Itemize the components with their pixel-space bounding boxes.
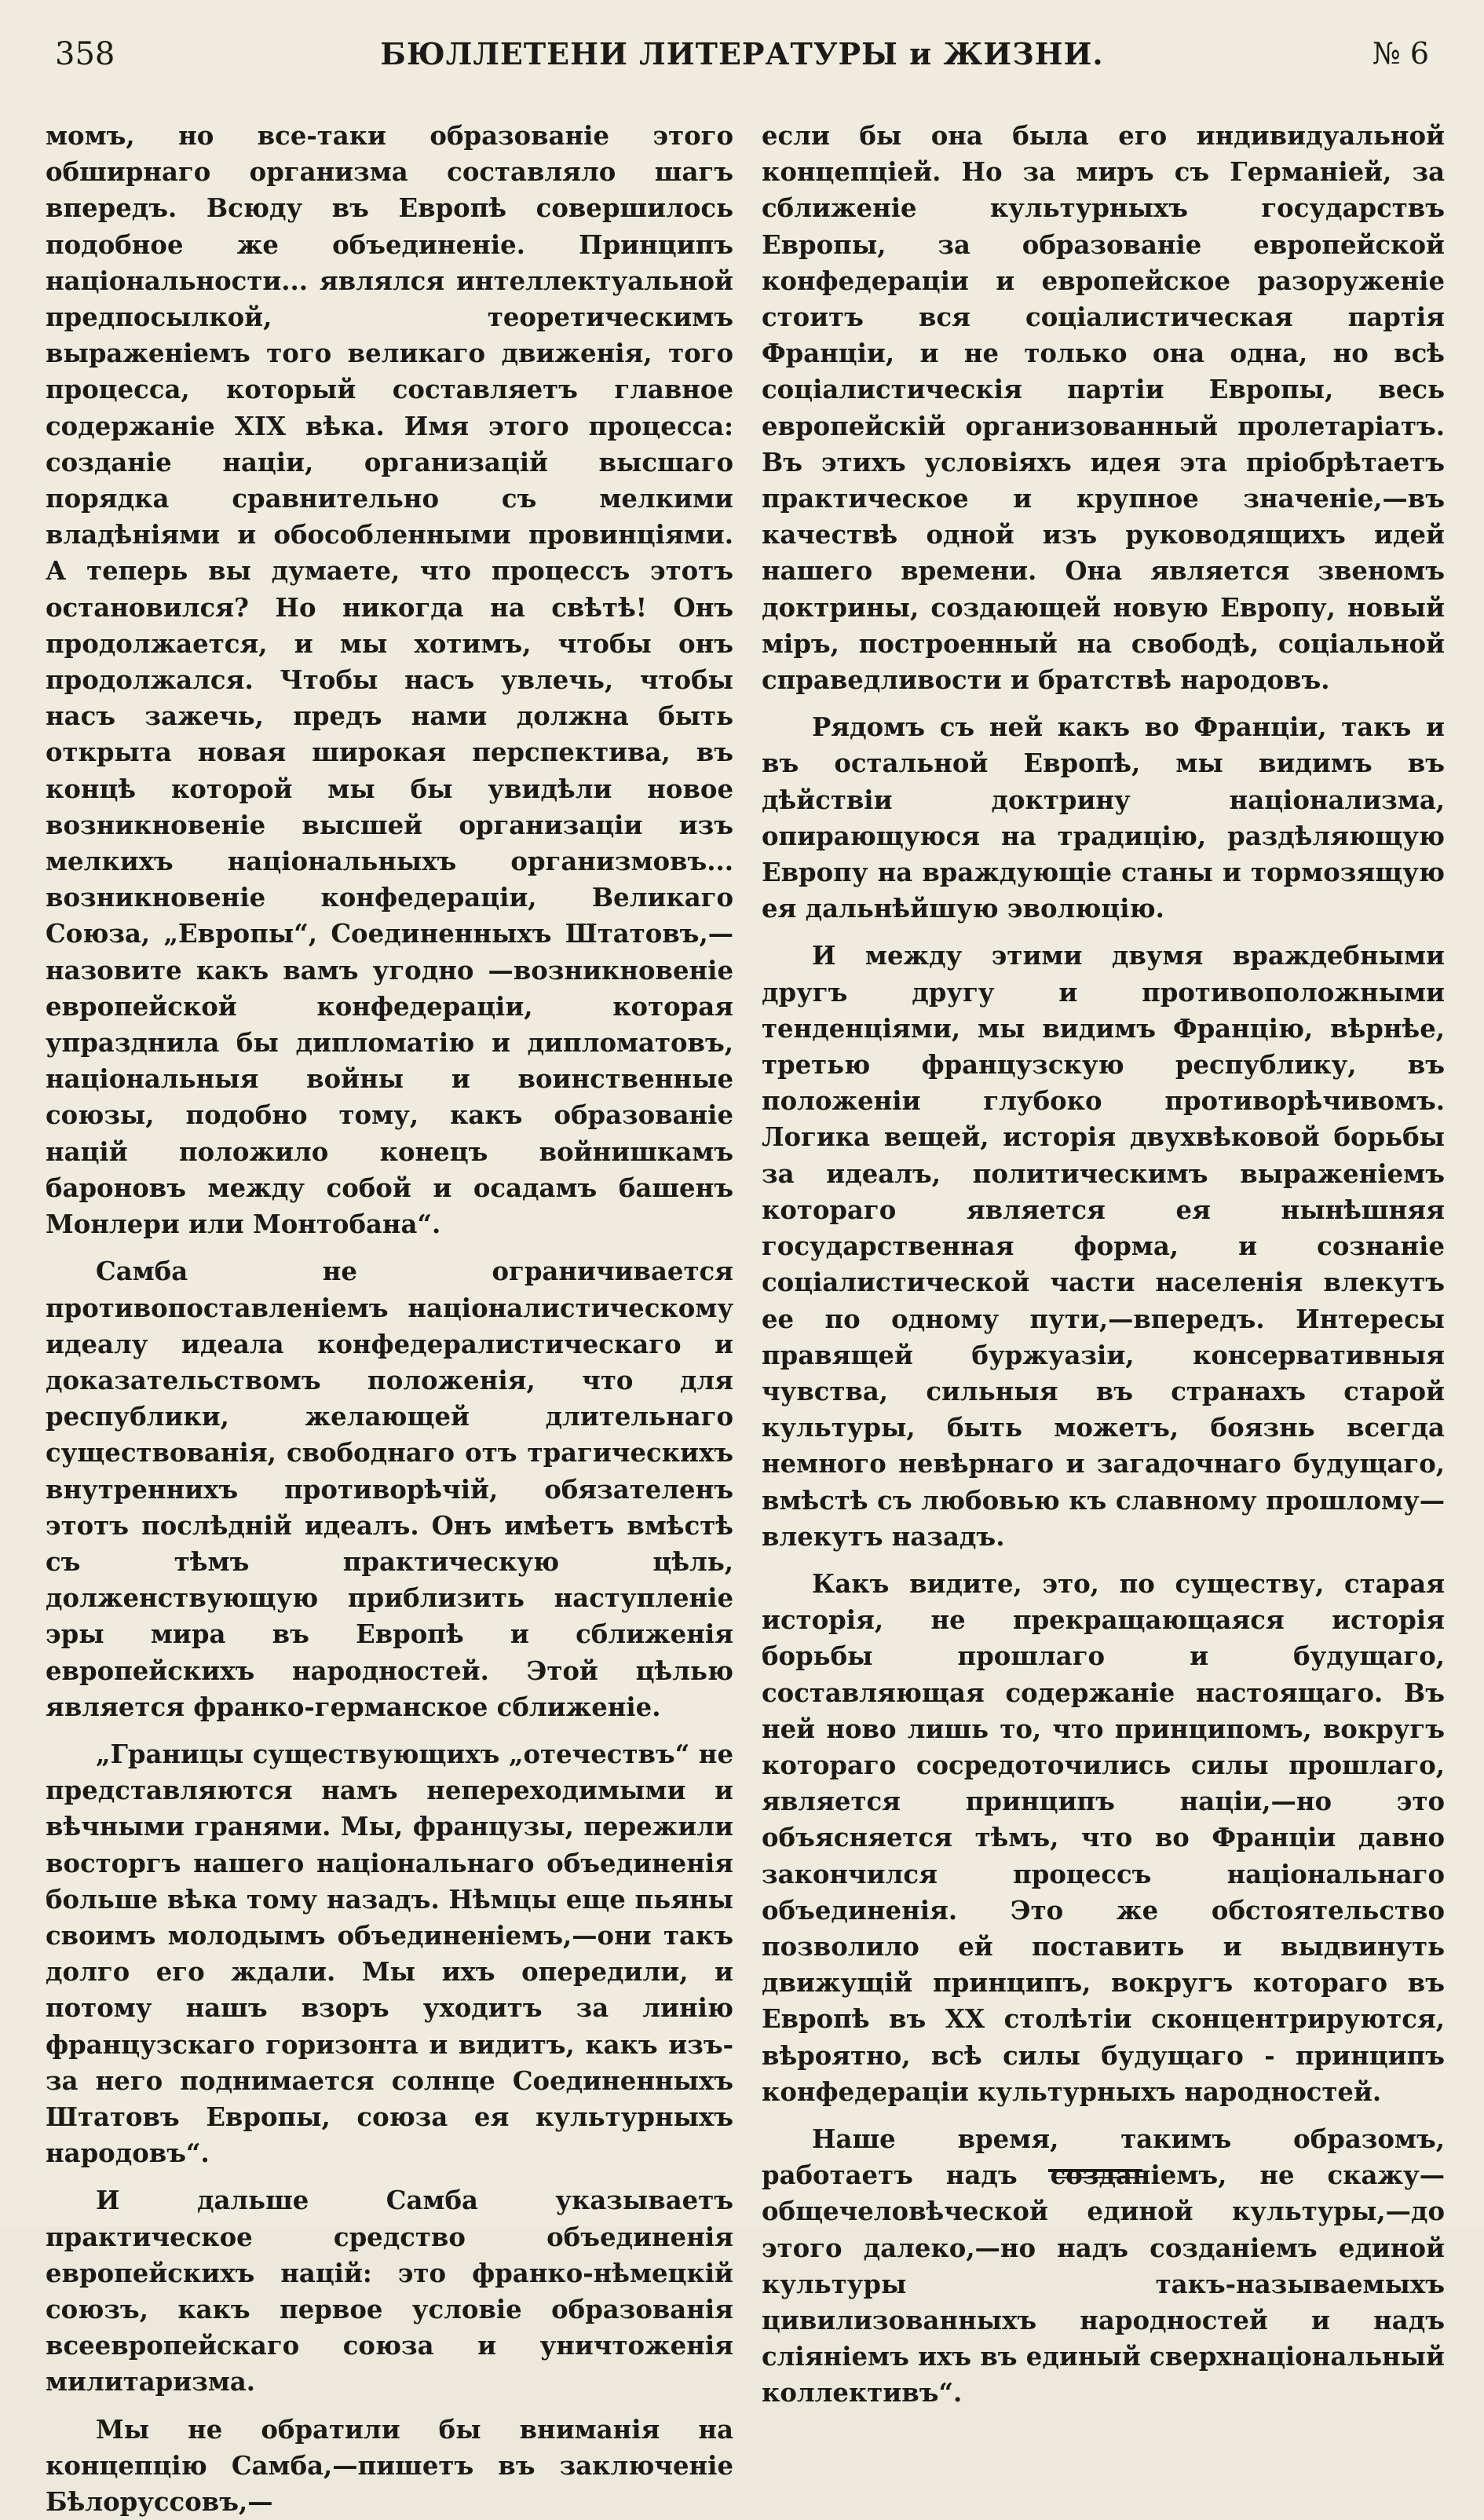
paragraph: „Границы существующихъ „отечествъ“ не представляются намъ непереходимыми и вѣчными гранями. Мы, французы, пережили восторгъ нашего національнаго объединенія больше вѣка тому назадъ. Нѣмцы еще пьяны своимъ молодымъ объединеніемъ,—они такъ долго его ждали. Мы ихъ опередили, и потому нашъ взоръ уходитъ за линію французскаго горизонта и видитъ, какъ изъ-за него поднимается солнце Соединенныхъ Штатовъ Европы, союза ея культурныхъ народовъ“. xyxy=(46,1739,733,2169)
paragraph: И между этими двумя враждебными другъ другу и противоположными тенденціями, мы видимъ Францію, вѣрнѣе, третью французскую республику, въ положеніи глубоко противорѣчивомъ. Логика вещей, исторія двухвѣковой борьбы за идеалъ, политическимъ выраженіемъ котораго является ея нынѣшняя государственная форма, и сознаніе соціалистической части населенія влекутъ ее по одному пути,—впередъ. Интересы правящей буржуазіи, консервативныя чувства, сильныя въ странахъ старой культуры, быть можетъ, боязнь всегда немного невѣрнаго и загадочнаго будущаго, вмѣстѣ съ любовью къ славному прошлому—влекутъ назадъ. xyxy=(762,941,1445,1552)
paragraph: если бы она была его индивидуальной концепціей. Но за миръ съ Германіей, за сближеніе культурныхъ государствъ Европы, за образованіе европейской конфедераціи и европейское разоруженіе стоитъ вся соціалистическая партія Франціи, и не только она одна, но всѣ соціалистическія партіи Европы, весь европейскій организованный пролетаріатъ. Въ этихъ условіяхъ идея эта пріобрѣтаетъ практическое и крупное значеніе,—въ качествѣ одной изъ руководящихъ идей нашего времени. Она является звеномъ доктрины, создающей новую Европу, новый міръ, построенный на свободѣ, соціальной справедливости и братствѣ народовъ. xyxy=(762,121,1445,696)
section-end-rule xyxy=(1048,2169,1142,2172)
paragraph: Самба не ограничивается противопоставленіемъ націоналистическому идеалу идеала конфедералистическаго и доказательствомъ положенія, что для республики, желающей длительнаго существованія, свободнаго отъ трагическихъ внутреннихъ противорѣчій, обязателенъ этотъ послѣдній идеалъ. Онъ имѣетъ вмѣстѣ съ тѣмъ практическую цѣль, долженствующую приблизить наступленіе эры мира въ Европѣ и сближенія европейскихъ народностей. Этой цѣлью является франко-германское сближеніе. xyxy=(46,1256,733,1722)
page-header xyxy=(55,36,1429,83)
paragraph: Мы не обратили бы вниманія на концепцію Самба,—пишетъ въ заключеніе Бѣлоруссовъ,— xyxy=(46,2414,733,2517)
running-title: БЮЛЛЕТЕНИ ЛИТЕРАТУРЫ и ЖИЗНИ. xyxy=(380,36,1104,71)
paragraph: И дальше Самба указываетъ практическое средство объединенія европейскихъ націй: это франко-нѣмецкій союзъ, какъ первое условіе образованія всеевропейскаго союза и уничтоженія милитаризма. xyxy=(46,2185,733,2397)
right-column xyxy=(762,118,1445,2412)
paragraph: момъ, но все-таки образованіе этого обширнаго организма составляло шагъ впередъ. Всюду въ Европѣ совершилось подобное же объединеніе. Принципъ національности... являлся интеллектуальной предпосылкой, теоретическимъ выраженіемъ того великаго движенія, того процесса, который составляетъ главное содержаніе XIX вѣка. Имя этого процесса: созданіе націи, организацій высшаго порядка сравнительно съ мелкими владѣніями и обособленными провинціями. А теперь вы думаете, что процессъ этотъ остановился? Но никогда на свѣтѣ! Онъ продолжается, и мы хотимъ, чтобы онъ продолжался. Чтобы насъ увлечь, чтобы насъ зажечь, предъ нами должна быть открыта новая широкая перспектива, въ концѣ которой мы бы увидѣли новое возникновеніе высшей организаціи изъ мелкихъ національныхъ организмовъ... возникновеніе конфедераціи, Великаго Союза, „Европы“, Соединенныхъ Штатовъ,—назовите какъ вамъ угодно —возникновеніе европейской конфедераціи, которая упразднила бы дипломатію и дипломатовъ, національныя войны и воинственные союзы, подобно тому, какъ образованіе націй положило конецъ войнишкамъ бароновъ между собой и осадамъ башенъ Монлери или Монтобана“. xyxy=(46,121,733,1240)
paragraph: Наше время, такимъ образомъ, работаетъ надъ созданіемъ, не скажу—общечеловѣческой единой культуры,—до этого далеко,—но надъ созданіемъ единой культуры такъ-называемыхъ цивилизованныхъ народностей и надъ сліяніемъ ихъ въ единый сверхнаціональный коллективъ“. xyxy=(762,2123,1445,2408)
paragraph: Какъ видите, это, по существу, старая исторія, не прекращающаяся исторія борьбы прошлаго и будущаго, составляющая содержаніе настоящаго. Въ ней ново лишь то, что принципомъ, вокругъ котораго сосредоточились силы прошлаго, является принципъ націи,—но это объясняется тѣмъ, что во Франціи давно закончился процессъ національнаго объединенія. Это же обстоятельство позволило ей поставить и выдвинуть движущій принципъ, вокругъ котораго въ Европѣ въ XX столѣтіи сконцентрируются, вѣроятно, всѣ силы будущаго - принципъ конфедераціи культурныхъ народностей. xyxy=(762,1568,1445,2107)
paragraph: Рядомъ съ ней какъ во Франціи, такъ и въ остальной Европѣ, мы видимъ въ дѣйствіи доктрину націонализма, опирающуюся на традицію, раздѣляющую Европу на враждующіе станы и тормозящую ея дальнѣйшую эволюцію. xyxy=(762,712,1445,924)
left-column xyxy=(46,118,733,2520)
issue-number: № 6 xyxy=(1372,36,1429,71)
page-number: 358 xyxy=(55,36,115,72)
